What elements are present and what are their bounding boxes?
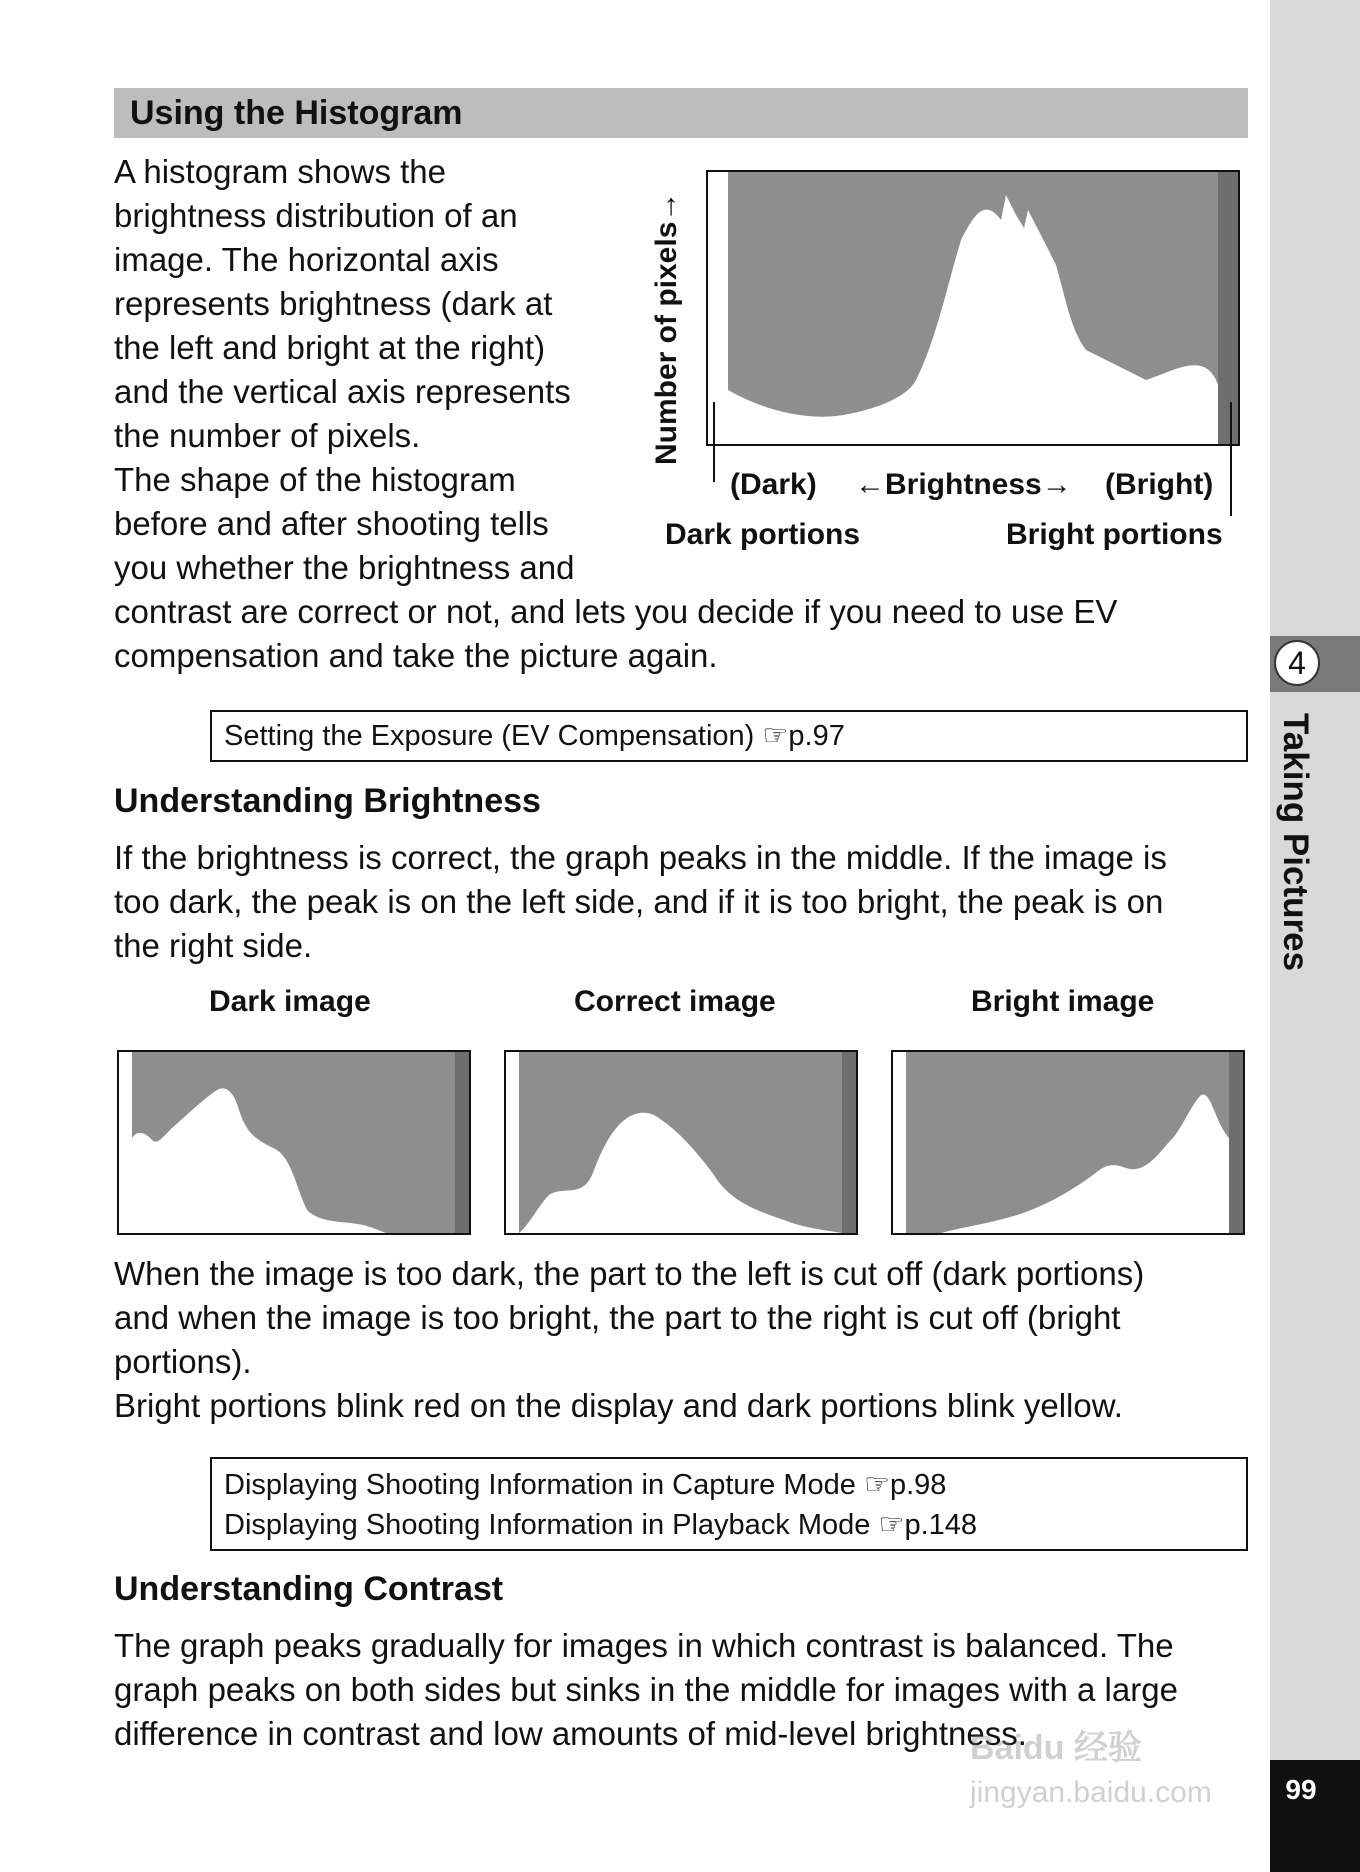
- text-line: and when the image is too bright, the part to the right is cut off (bright: [114, 1299, 1121, 1336]
- brightness-paragraph: [114, 836, 1254, 968]
- text-line: The graph peaks gradually for images in which contrast is balanced. The: [114, 1627, 1174, 1664]
- text-line: brightness distribution of an: [114, 197, 518, 234]
- text-line: the right side.: [114, 927, 313, 964]
- text-line: A histogram shows the: [114, 153, 446, 190]
- text-line: image. The horizontal axis: [114, 241, 499, 278]
- dark-image-histogram: [117, 1050, 471, 1236]
- contrast-heading: Understanding Contrast: [114, 1570, 504, 1608]
- text-line: difference in contrast and low amounts of mid-level brightness.: [114, 1715, 1027, 1752]
- intro-paragraph: [114, 150, 634, 590]
- text-line: too dark, the peak is on the left side, and if it is too bright, the peak is on: [114, 883, 1164, 920]
- text-line: before and after shooting tells: [114, 505, 549, 542]
- y-axis-label: Number of pixels→: [650, 191, 683, 465]
- intro-paragraph-continued: [114, 590, 1254, 678]
- section-title: Using the Histogram: [130, 94, 463, 132]
- text-line: you whether the brightness and: [114, 549, 575, 586]
- bright-leader-line: [1230, 402, 1232, 516]
- dark-portion-band: [708, 172, 728, 444]
- bright-label: (Bright): [1105, 468, 1214, 501]
- dark-label: (Dark): [730, 468, 817, 501]
- watermark-url: jingyan.baidu.com: [970, 1776, 1212, 1809]
- brightness-heading: Understanding Brightness: [114, 782, 541, 820]
- bright-image-histogram: [891, 1050, 1245, 1236]
- reference-box-shooting-info: [210, 1457, 1248, 1551]
- chapter-title: Taking Pictures: [1276, 713, 1315, 972]
- section-header: [114, 88, 1248, 138]
- histogram-diagram: [706, 170, 1240, 450]
- text-line: Bright portions blink red on the display and dark portions blink yellow.: [114, 1387, 1123, 1424]
- bright-portions-label: Bright portions: [1006, 518, 1223, 551]
- text-line: The shape of the histogram: [114, 461, 516, 498]
- page-number: 99: [1285, 1774, 1317, 1805]
- bright-image-caption: Bright image: [971, 985, 1155, 1018]
- text-line: portions).: [114, 1343, 252, 1380]
- correct-image-caption: Correct image: [574, 985, 776, 1018]
- text-line: the number of pixels.: [114, 417, 421, 454]
- correct-image-histogram: [504, 1050, 858, 1236]
- reference-box-ev: [210, 710, 1248, 762]
- dark-image-caption: Dark image: [209, 985, 371, 1018]
- reference-link-capture[interactable]: Displaying Shooting Information in Capture Mode ☞p.98: [224, 1469, 947, 1501]
- text-line: and the vertical axis represents: [114, 373, 571, 410]
- chapter-number: 4: [1274, 640, 1320, 686]
- text-line: the left and bright at the right): [114, 329, 546, 366]
- dark-portions-label: Dark portions: [665, 518, 861, 551]
- reference-link-playback[interactable]: Displaying Shooting Information in Playback Mode ☞p.148: [224, 1509, 978, 1541]
- text-line: compensation and take the picture again.: [114, 637, 718, 674]
- cutoff-paragraph: [114, 1252, 1254, 1428]
- bright-portion-band: [1218, 172, 1238, 444]
- dark-leader-line: [713, 402, 715, 482]
- brightness-label: ←Brightness→: [855, 468, 1072, 501]
- text-line: If the brightness is correct, the graph peaks in the middle. If the image is: [114, 839, 1167, 876]
- text-line: represents brightness (dark at: [114, 285, 553, 322]
- watermark-logo: Baidu 经验: [970, 1729, 1142, 1767]
- reference-link-ev[interactable]: Setting the Exposure (EV Compensation) ☞p.97: [224, 720, 845, 752]
- text-line: graph peaks on both sides but sinks in the middle for images with a large: [114, 1671, 1178, 1708]
- text-line: When the image is too dark, the part to the left is cut off (dark portions): [114, 1255, 1145, 1292]
- text-line: contrast are correct or not, and lets you decide if you need to use EV: [114, 593, 1118, 630]
